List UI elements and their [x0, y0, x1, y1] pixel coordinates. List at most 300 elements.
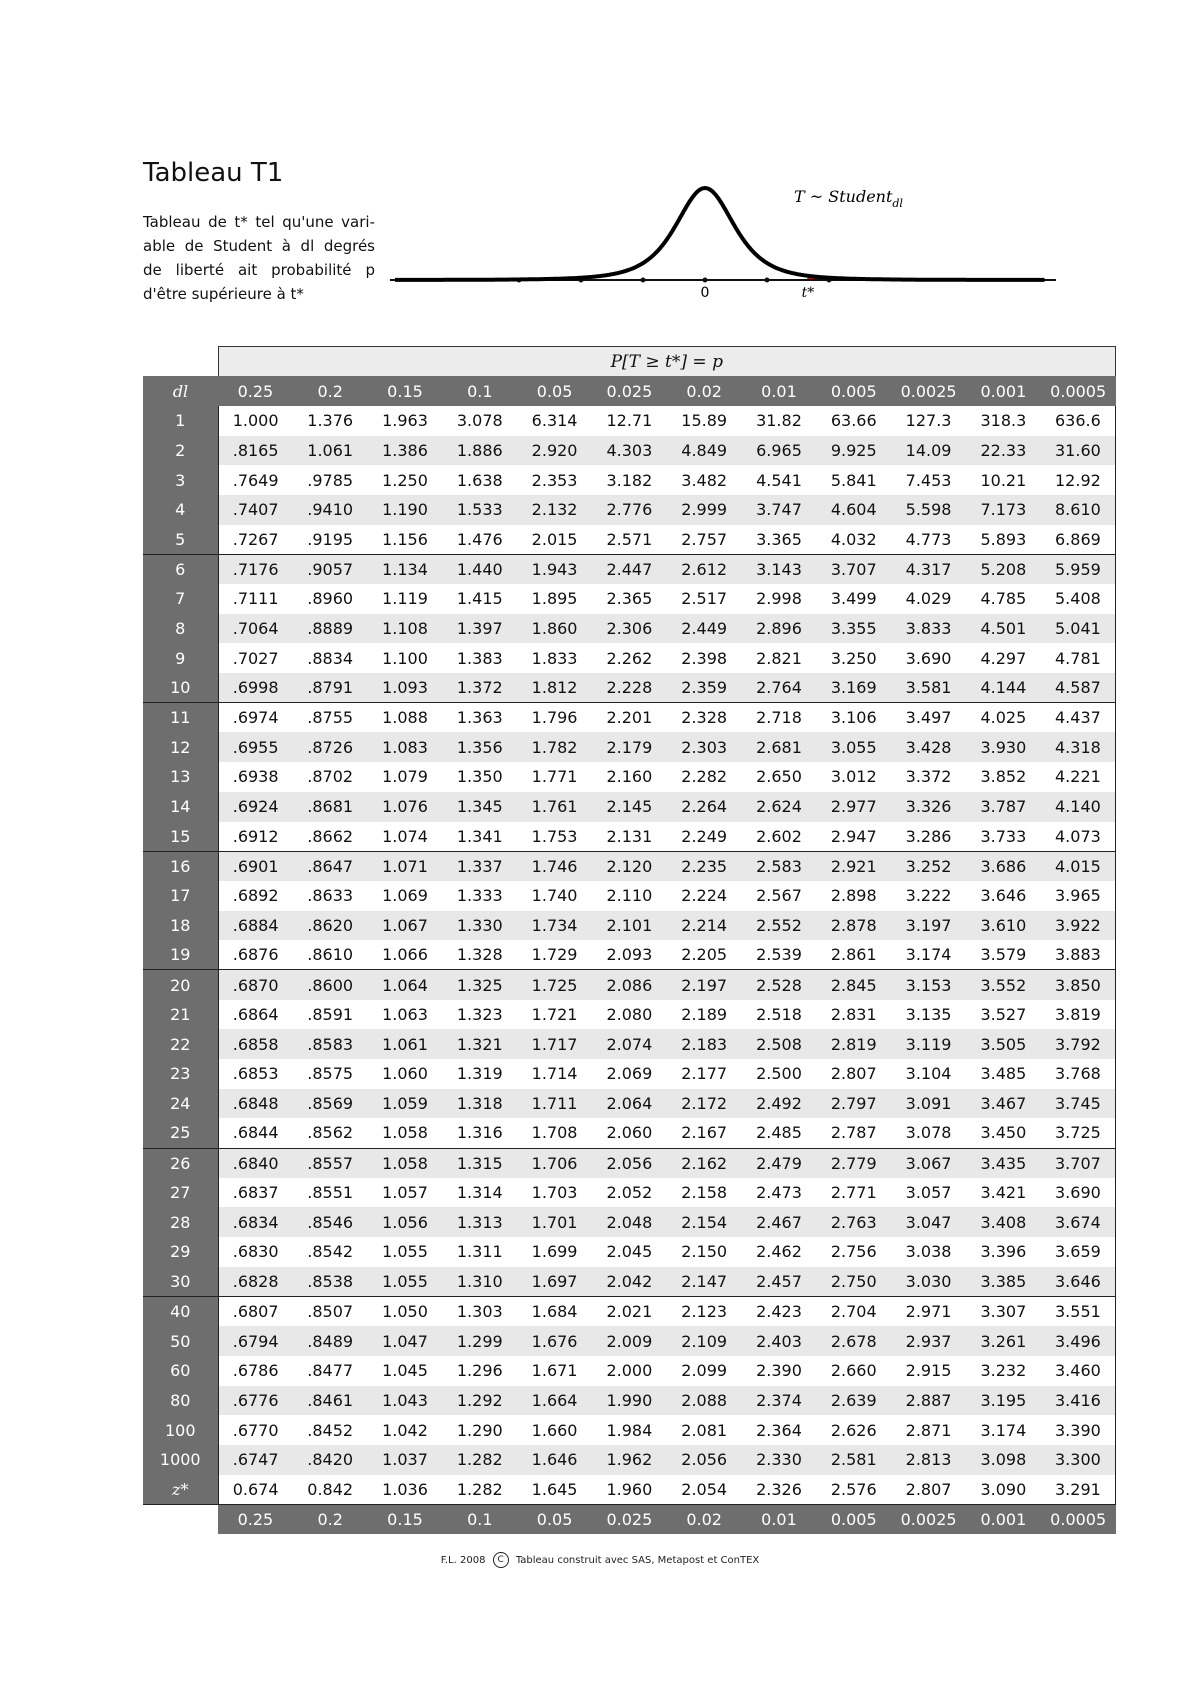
footer-column-header-row	[143, 1504, 1116, 1534]
axis-tick	[641, 278, 646, 283]
value-cell: 2.403	[742, 1326, 817, 1356]
value-cell: 1.350	[442, 762, 517, 792]
value-cell: .8610	[293, 940, 368, 970]
value-cell: 3.792	[1041, 1029, 1116, 1059]
df-cell: 2	[143, 436, 218, 466]
value-cell: 3.646	[966, 881, 1041, 911]
axis-tick	[703, 278, 708, 283]
copyright-icon: C	[493, 1552, 509, 1568]
value-cell: 3.421	[966, 1178, 1041, 1208]
value-cell: .8569	[293, 1089, 368, 1119]
value-cell: 2.015	[517, 525, 592, 555]
value-cell: 1.721	[517, 1000, 592, 1030]
page-title: Tableau T1	[143, 158, 284, 188]
value-cell: 2.779	[816, 1148, 891, 1178]
value-cell: 1.190	[368, 495, 443, 525]
value-cell: 2.160	[592, 762, 667, 792]
df-cell: 12	[143, 732, 218, 762]
value-cell: 1.290	[442, 1415, 517, 1445]
value-cell: 2.205	[667, 940, 742, 970]
value-cell: 3.250	[816, 643, 891, 673]
value-cell: .6830	[218, 1237, 293, 1267]
value-cell: 3.365	[742, 525, 817, 555]
value-cell: .8633	[293, 881, 368, 911]
value-cell: 5.041	[1041, 614, 1116, 644]
value-cell: 2.009	[592, 1326, 667, 1356]
value-cell: .6807	[218, 1297, 293, 1327]
value-cell: 3.030	[891, 1267, 966, 1297]
value-cell: 1.083	[368, 732, 443, 762]
df-cell: 8	[143, 614, 218, 644]
value-cell: 1.895	[517, 584, 592, 614]
value-cell: 3.038	[891, 1237, 966, 1267]
footer-corner-blank	[143, 1504, 218, 1534]
probability-header: P[T ≥ t*] = p	[218, 347, 1116, 377]
value-cell: 7.453	[891, 465, 966, 495]
footer-column-header: 0.005	[816, 1504, 891, 1534]
value-cell: 3.390	[1041, 1415, 1116, 1445]
df-cell: 22	[143, 1029, 218, 1059]
value-cell: 2.473	[742, 1178, 817, 1208]
value-cell: 2.539	[742, 940, 817, 970]
df-cell: 50	[143, 1326, 218, 1356]
df-cell: 20	[143, 970, 218, 1000]
value-cell: 1.684	[517, 1297, 592, 1327]
value-cell: 1.771	[517, 762, 592, 792]
table-row	[143, 465, 1116, 495]
value-cell: .9195	[293, 525, 368, 555]
value-cell: 3.499	[816, 584, 891, 614]
table-row	[143, 1415, 1116, 1445]
value-cell: 1.415	[442, 584, 517, 614]
value-cell: 3.527	[966, 1000, 1041, 1030]
value-cell: 2.602	[742, 822, 817, 852]
value-cell: 2.021	[592, 1297, 667, 1327]
value-cell: 31.60	[1041, 436, 1116, 466]
value-cell: 2.479	[742, 1148, 817, 1178]
value-cell: .8546	[293, 1207, 368, 1237]
value-cell: 1.119	[368, 584, 443, 614]
value-cell: 3.450	[966, 1118, 1041, 1148]
zero-label: 0	[700, 285, 710, 301]
value-cell: 2.500	[742, 1059, 817, 1089]
value-cell: 2.069	[592, 1059, 667, 1089]
df-cell: 9	[143, 643, 218, 673]
value-cell: .8461	[293, 1386, 368, 1416]
value-cell: .6747	[218, 1445, 293, 1475]
value-cell: 2.718	[742, 703, 817, 733]
footer-column-header: 0.05	[517, 1504, 592, 1534]
value-cell: 2.571	[592, 525, 667, 555]
table-row	[143, 732, 1116, 762]
column-header: 0.01	[742, 376, 817, 406]
value-cell: 2.303	[667, 732, 742, 762]
value-cell: .6848	[218, 1089, 293, 1119]
value-cell: 2.042	[592, 1267, 667, 1297]
value-cell: 1.333	[442, 881, 517, 911]
value-cell: 3.930	[966, 732, 1041, 762]
value-cell: 3.497	[891, 703, 966, 733]
table-row	[143, 792, 1116, 822]
value-cell: 2.147	[667, 1267, 742, 1297]
value-cell: 3.745	[1041, 1089, 1116, 1119]
value-cell: .8591	[293, 1000, 368, 1030]
footer-column-header: 0.15	[368, 1504, 443, 1534]
value-cell: 1.282	[442, 1475, 517, 1505]
value-cell: 4.303	[592, 436, 667, 466]
value-cell: 3.747	[742, 495, 817, 525]
value-cell: .9785	[293, 465, 368, 495]
value-cell: 2.999	[667, 495, 742, 525]
table-row	[143, 1089, 1116, 1119]
value-cell: 5.959	[1041, 554, 1116, 584]
t-star-label: t*	[801, 285, 815, 301]
value-cell: 2.517	[667, 584, 742, 614]
value-cell: 2.998	[742, 584, 817, 614]
value-cell: .8681	[293, 792, 368, 822]
table-row	[143, 1059, 1116, 1089]
value-cell: 3.733	[966, 822, 1041, 852]
value-cell: 1.061	[293, 436, 368, 466]
value-cell: .6884	[218, 911, 293, 941]
value-cell: 1.061	[368, 1029, 443, 1059]
value-cell: 3.078	[442, 406, 517, 436]
value-cell: 2.359	[667, 673, 742, 703]
value-cell: 4.604	[816, 495, 891, 525]
value-cell: 1.093	[368, 673, 443, 703]
value-cell: .7111	[218, 584, 293, 614]
description-line: de liberté ait probabilité p	[143, 261, 375, 279]
value-cell: 1.063	[368, 1000, 443, 1030]
value-cell: 3.090	[966, 1475, 1041, 1505]
value-cell: 1.319	[442, 1059, 517, 1089]
value-cell: 3.610	[966, 911, 1041, 941]
value-cell: 2.101	[592, 911, 667, 941]
footer-column-header: 0.0025	[891, 1504, 966, 1534]
value-cell: 5.408	[1041, 584, 1116, 614]
value-cell: .7027	[218, 643, 293, 673]
value-cell: .8542	[293, 1237, 368, 1267]
value-cell: 2.081	[667, 1415, 742, 1445]
value-cell: 3.768	[1041, 1059, 1116, 1089]
value-cell: 1.328	[442, 940, 517, 970]
value-cell: .6938	[218, 762, 293, 792]
value-cell: 3.725	[1041, 1118, 1116, 1148]
value-cell: 1.064	[368, 970, 443, 1000]
df-cell: 15	[143, 822, 218, 852]
value-cell: 2.845	[816, 970, 891, 1000]
value-cell: .8477	[293, 1356, 368, 1386]
value-cell: 3.104	[891, 1059, 966, 1089]
value-cell: 2.821	[742, 643, 817, 673]
value-cell: 2.681	[742, 732, 817, 762]
value-cell: 3.143	[742, 554, 817, 584]
value-cell: 1.056	[368, 1207, 443, 1237]
value-cell: 1.703	[517, 1178, 592, 1208]
value-cell: 3.581	[891, 673, 966, 703]
axis-tick	[765, 278, 770, 283]
value-cell: 1.645	[517, 1475, 592, 1505]
value-cell: 1.325	[442, 970, 517, 1000]
value-cell: 1.156	[368, 525, 443, 555]
value-cell: 3.485	[966, 1059, 1041, 1089]
value-cell: 1.282	[442, 1445, 517, 1475]
value-cell: .8538	[293, 1267, 368, 1297]
value-cell: .7176	[218, 554, 293, 584]
value-cell: 4.781	[1041, 643, 1116, 673]
value-cell: 1.042	[368, 1415, 443, 1445]
table-row	[143, 1000, 1116, 1030]
table-row	[143, 1297, 1116, 1327]
column-header: 0.0005	[1041, 376, 1116, 406]
value-cell: 3.674	[1041, 1207, 1116, 1237]
value-cell: 3.091	[891, 1089, 966, 1119]
value-cell: .9410	[293, 495, 368, 525]
value-cell: 3.078	[891, 1118, 966, 1148]
value-cell: .6794	[218, 1326, 293, 1356]
value-cell: 2.807	[816, 1059, 891, 1089]
value-cell: 3.659	[1041, 1237, 1116, 1267]
value-cell: .6912	[218, 822, 293, 852]
df-cell: 40	[143, 1297, 218, 1327]
value-cell: 2.201	[592, 703, 667, 733]
value-cell: 2.282	[667, 762, 742, 792]
value-cell: 3.396	[966, 1237, 1041, 1267]
value-cell: 1.984	[592, 1415, 667, 1445]
value-cell: .6844	[218, 1118, 293, 1148]
value-cell: .6834	[218, 1207, 293, 1237]
value-cell: 1.676	[517, 1326, 592, 1356]
value-cell: .6974	[218, 703, 293, 733]
value-cell: 4.785	[966, 584, 1041, 614]
value-cell: .8620	[293, 911, 368, 941]
value-cell: 2.365	[592, 584, 667, 614]
value-cell: 636.6	[1041, 406, 1116, 436]
table-row	[143, 1029, 1116, 1059]
value-cell: 2.971	[891, 1297, 966, 1327]
table-row	[143, 822, 1116, 852]
corner-blank	[143, 347, 218, 377]
value-cell: 3.852	[966, 762, 1041, 792]
df-cell: 10	[143, 673, 218, 703]
value-cell: 3.467	[966, 1089, 1041, 1119]
value-cell: 4.073	[1041, 822, 1116, 852]
table-row	[143, 1475, 1116, 1505]
value-cell: .6776	[218, 1386, 293, 1416]
value-cell: 1.299	[442, 1326, 517, 1356]
value-cell: 6.869	[1041, 525, 1116, 555]
value-cell: .8420	[293, 1445, 368, 1475]
distribution-label-sub: dl	[892, 197, 903, 210]
column-header: 0.02	[667, 376, 742, 406]
value-cell: .8562	[293, 1118, 368, 1148]
value-cell: 1.372	[442, 673, 517, 703]
value-cell: 1.761	[517, 792, 592, 822]
value-cell: 1.088	[368, 703, 443, 733]
value-cell: 1.250	[368, 465, 443, 495]
distribution-label	[794, 187, 903, 210]
value-cell: 1.376	[293, 406, 368, 436]
value-cell: 2.110	[592, 881, 667, 911]
value-cell: 1.055	[368, 1267, 443, 1297]
value-cell: 1.000	[218, 406, 293, 436]
value-cell: 1.833	[517, 643, 592, 673]
df-cell: 6	[143, 554, 218, 584]
distribution-label-main: T ~ Student	[794, 187, 893, 206]
value-cell: .7064	[218, 614, 293, 644]
value-cell: 3.182	[592, 465, 667, 495]
value-cell: 3.460	[1041, 1356, 1116, 1386]
value-cell: 3.428	[891, 732, 966, 762]
value-cell: 9.925	[816, 436, 891, 466]
value-cell: 1.812	[517, 673, 592, 703]
value-cell: 2.898	[816, 881, 891, 911]
value-cell: 2.757	[667, 525, 742, 555]
df-cell: 100	[143, 1415, 218, 1445]
df-cell: 5	[143, 525, 218, 555]
value-cell: .8551	[293, 1178, 368, 1208]
value-cell: 3.300	[1041, 1445, 1116, 1475]
value-cell: 3.883	[1041, 940, 1116, 970]
value-cell: 2.328	[667, 703, 742, 733]
value-cell: 3.153	[891, 970, 966, 1000]
table-row	[143, 703, 1116, 733]
value-cell: .8489	[293, 1326, 368, 1356]
value-cell: 2.485	[742, 1118, 817, 1148]
value-cell: 2.612	[667, 554, 742, 584]
value-cell: 1.316	[442, 1118, 517, 1148]
footer-column-header: 0.0005	[1041, 1504, 1116, 1534]
value-cell: .8702	[293, 762, 368, 792]
value-cell: .7649	[218, 465, 293, 495]
value-cell: 1.059	[368, 1089, 443, 1119]
value-cell: 2.567	[742, 881, 817, 911]
value-cell: 3.416	[1041, 1386, 1116, 1416]
value-cell: .8755	[293, 703, 368, 733]
table-row	[143, 1237, 1116, 1267]
value-cell: 3.135	[891, 1000, 966, 1030]
value-cell: 4.297	[966, 643, 1041, 673]
value-cell: .8165	[218, 436, 293, 466]
table-row	[143, 495, 1116, 525]
value-cell: 3.286	[891, 822, 966, 852]
value-cell: 1.476	[442, 525, 517, 555]
df-cell: 14	[143, 792, 218, 822]
value-cell: 2.364	[742, 1415, 817, 1445]
value-cell: 2.056	[667, 1445, 742, 1475]
table-row	[143, 940, 1116, 970]
student-distribution-figure	[388, 170, 1068, 310]
value-cell: 2.353	[517, 465, 592, 495]
value-cell: 1.714	[517, 1059, 592, 1089]
df-header: dl	[143, 376, 218, 406]
table-row	[143, 1267, 1116, 1297]
value-cell: 5.598	[891, 495, 966, 525]
value-cell: 2.390	[742, 1356, 817, 1386]
value-cell: 1.960	[592, 1475, 667, 1505]
value-cell: 2.871	[891, 1415, 966, 1445]
description-line: Tableau de t* tel qu'une vari-	[143, 213, 375, 231]
value-cell: 1.134	[368, 554, 443, 584]
df-cell: 23	[143, 1059, 218, 1089]
value-cell: 2.764	[742, 673, 817, 703]
footer-author: F.L. 2008	[440, 1555, 486, 1566]
value-cell: 15.89	[667, 406, 742, 436]
value-cell: .8647	[293, 851, 368, 881]
value-cell: 2.660	[816, 1356, 891, 1386]
value-cell: .8834	[293, 643, 368, 673]
value-cell: 1.330	[442, 911, 517, 941]
value-cell: .7267	[218, 525, 293, 555]
value-cell: 4.541	[742, 465, 817, 495]
value-cell: 2.756	[816, 1237, 891, 1267]
value-cell: 1.963	[368, 406, 443, 436]
value-cell: 2.947	[816, 822, 891, 852]
table-body	[143, 406, 1116, 1504]
df-cell: 80	[143, 1386, 218, 1416]
value-cell: 3.047	[891, 1207, 966, 1237]
value-cell: 3.552	[966, 970, 1041, 1000]
value-cell: 2.813	[891, 1445, 966, 1475]
value-cell: 1.796	[517, 703, 592, 733]
table-row	[143, 1326, 1116, 1356]
value-cell: 1.708	[517, 1118, 592, 1148]
value-cell: 2.093	[592, 940, 667, 970]
value-cell: 2.787	[816, 1118, 891, 1148]
value-cell: 4.221	[1041, 762, 1116, 792]
value-cell: 2.492	[742, 1089, 817, 1119]
value-cell: 1.074	[368, 822, 443, 852]
value-cell: 3.106	[816, 703, 891, 733]
table-row	[143, 1118, 1116, 1148]
value-cell: 2.771	[816, 1178, 891, 1208]
value-cell: 1.303	[442, 1297, 517, 1327]
value-cell: 2.150	[667, 1237, 742, 1267]
value-cell: 3.690	[1041, 1178, 1116, 1208]
value-cell: 1.060	[368, 1059, 443, 1089]
column-header: 0.005	[816, 376, 891, 406]
column-header-row	[143, 376, 1116, 406]
value-cell: 2.086	[592, 970, 667, 1000]
value-cell: 2.099	[667, 1356, 742, 1386]
value-cell: 4.849	[667, 436, 742, 466]
value-cell: 4.140	[1041, 792, 1116, 822]
value-cell: 3.057	[891, 1178, 966, 1208]
value-cell: 3.291	[1041, 1475, 1116, 1505]
value-cell: 4.773	[891, 525, 966, 555]
value-cell: 5.208	[966, 554, 1041, 584]
value-cell: 3.222	[891, 881, 966, 911]
value-cell: 2.145	[592, 792, 667, 822]
table-row	[143, 881, 1116, 911]
value-cell: 1.646	[517, 1445, 592, 1475]
value-cell: .8662	[293, 822, 368, 852]
column-header: 0.025	[592, 376, 667, 406]
value-cell: 1.734	[517, 911, 592, 941]
value-cell: 4.587	[1041, 673, 1116, 703]
value-cell: .8726	[293, 732, 368, 762]
value-cell: 3.435	[966, 1148, 1041, 1178]
value-cell: 5.841	[816, 465, 891, 495]
df-cell: 30	[143, 1267, 218, 1297]
value-cell: 1.058	[368, 1148, 443, 1178]
column-header: 0.1	[442, 376, 517, 406]
footer-column-header: 0.1	[442, 1504, 517, 1534]
value-cell: 3.355	[816, 614, 891, 644]
value-cell: .9057	[293, 554, 368, 584]
value-cell: 3.690	[891, 643, 966, 673]
value-cell: 2.177	[667, 1059, 742, 1089]
